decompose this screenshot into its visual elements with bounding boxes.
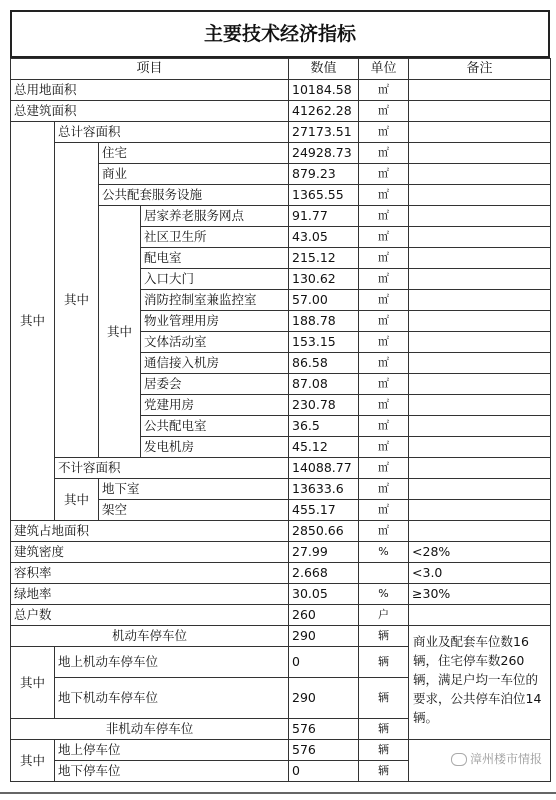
table-row: 其中 地下室 13633.6 ㎡ [11,479,551,500]
table-row: 其中 总计容面积 27173.51 ㎡ [11,122,551,143]
document-page [10,10,550,785]
table-row: 总用地面积 10184.58 ㎡ [11,80,551,101]
table-row: 配电室 215.12 ㎡ [11,248,551,269]
table-row: 商业 879.23 ㎡ [11,164,551,185]
header-item: 项目 [11,59,289,80]
table-row: 其中 地上机动车停车位 0 辆 [11,647,551,678]
table-row: 居委会 87.08 ㎡ [11,374,551,395]
table-row: 非机动车停车位 576 辆 [11,719,551,740]
table-row: 不计容面积 14088.77 ㎡ [11,458,551,479]
table-row: 文体活动室 153.15 ㎡ [11,332,551,353]
table-row: 发电机房 45.12 ㎡ [11,437,551,458]
table-row: 总户数 260 户 [11,605,551,626]
table-row: 通信接入机房 86.58 ㎡ [11,353,551,374]
group-label: 其中 [99,206,141,458]
header-value: 数值 [289,59,359,80]
table-row: 机动车停车位 290 辆 商业及配套车位数16辆，住宅停车数260辆，满足户均一车位的要求，公共停车泊位14辆。 [11,626,551,647]
table-row: 地下机动车停车位 290 辆 [11,678,551,719]
wechat-icon [451,753,467,766]
table-row: 架空 455.17 ㎡ [11,500,551,521]
table-row: 容积率 2.668 <3.0 [11,563,551,584]
table-row: 建筑密度 27.99 % <28% [11,542,551,563]
table-row: 地下停车位 0 辆 [11,761,551,782]
group-label: 其中 [55,479,99,521]
divider [0,792,556,794]
table-row: 物业管理用房 188.78 ㎡ [11,311,551,332]
watermark: 漳州楼市情报 [451,750,542,767]
header-unit: 单位 [359,59,409,80]
table-row: 公共配电室 36.5 ㎡ [11,416,551,437]
group-label: 其中 [11,647,55,719]
table-row: 其中 居家养老服务网点 91.77 ㎡ [11,206,551,227]
table-row: 建筑占地面积 2850.66 ㎡ [11,521,551,542]
group-label: 其中 [11,740,55,782]
table-row: 公共配套服务设施 1365.55 ㎡ [11,185,551,206]
table-title: 主要技术经济指标 [10,10,550,58]
table-row: 总建筑面积 41262.28 ㎡ [11,101,551,122]
table-row: 入口大门 130.62 ㎡ [11,269,551,290]
table-row: 消防控制室兼监控室 57.00 ㎡ [11,290,551,311]
indicator-table [10,58,551,782]
group-label: 其中 [55,143,99,458]
header-note: 备注 [409,59,551,80]
table-row: 其中 地上停车位 576 辆 [11,740,551,761]
table-row: 绿地率 30.05 % ≥30% [11,584,551,605]
parking-note: 商业及配套车位数16辆，住宅停车数260辆，满足户均一车位的要求，公共停车泊位14辆。 [409,626,551,740]
table-row: 其中 住宅 24928.73 ㎡ [11,143,551,164]
table-row: 社区卫生所 43.05 ㎡ [11,227,551,248]
group-label: 其中 [11,122,55,521]
table-row: 党建用房 230.78 ㎡ [11,395,551,416]
